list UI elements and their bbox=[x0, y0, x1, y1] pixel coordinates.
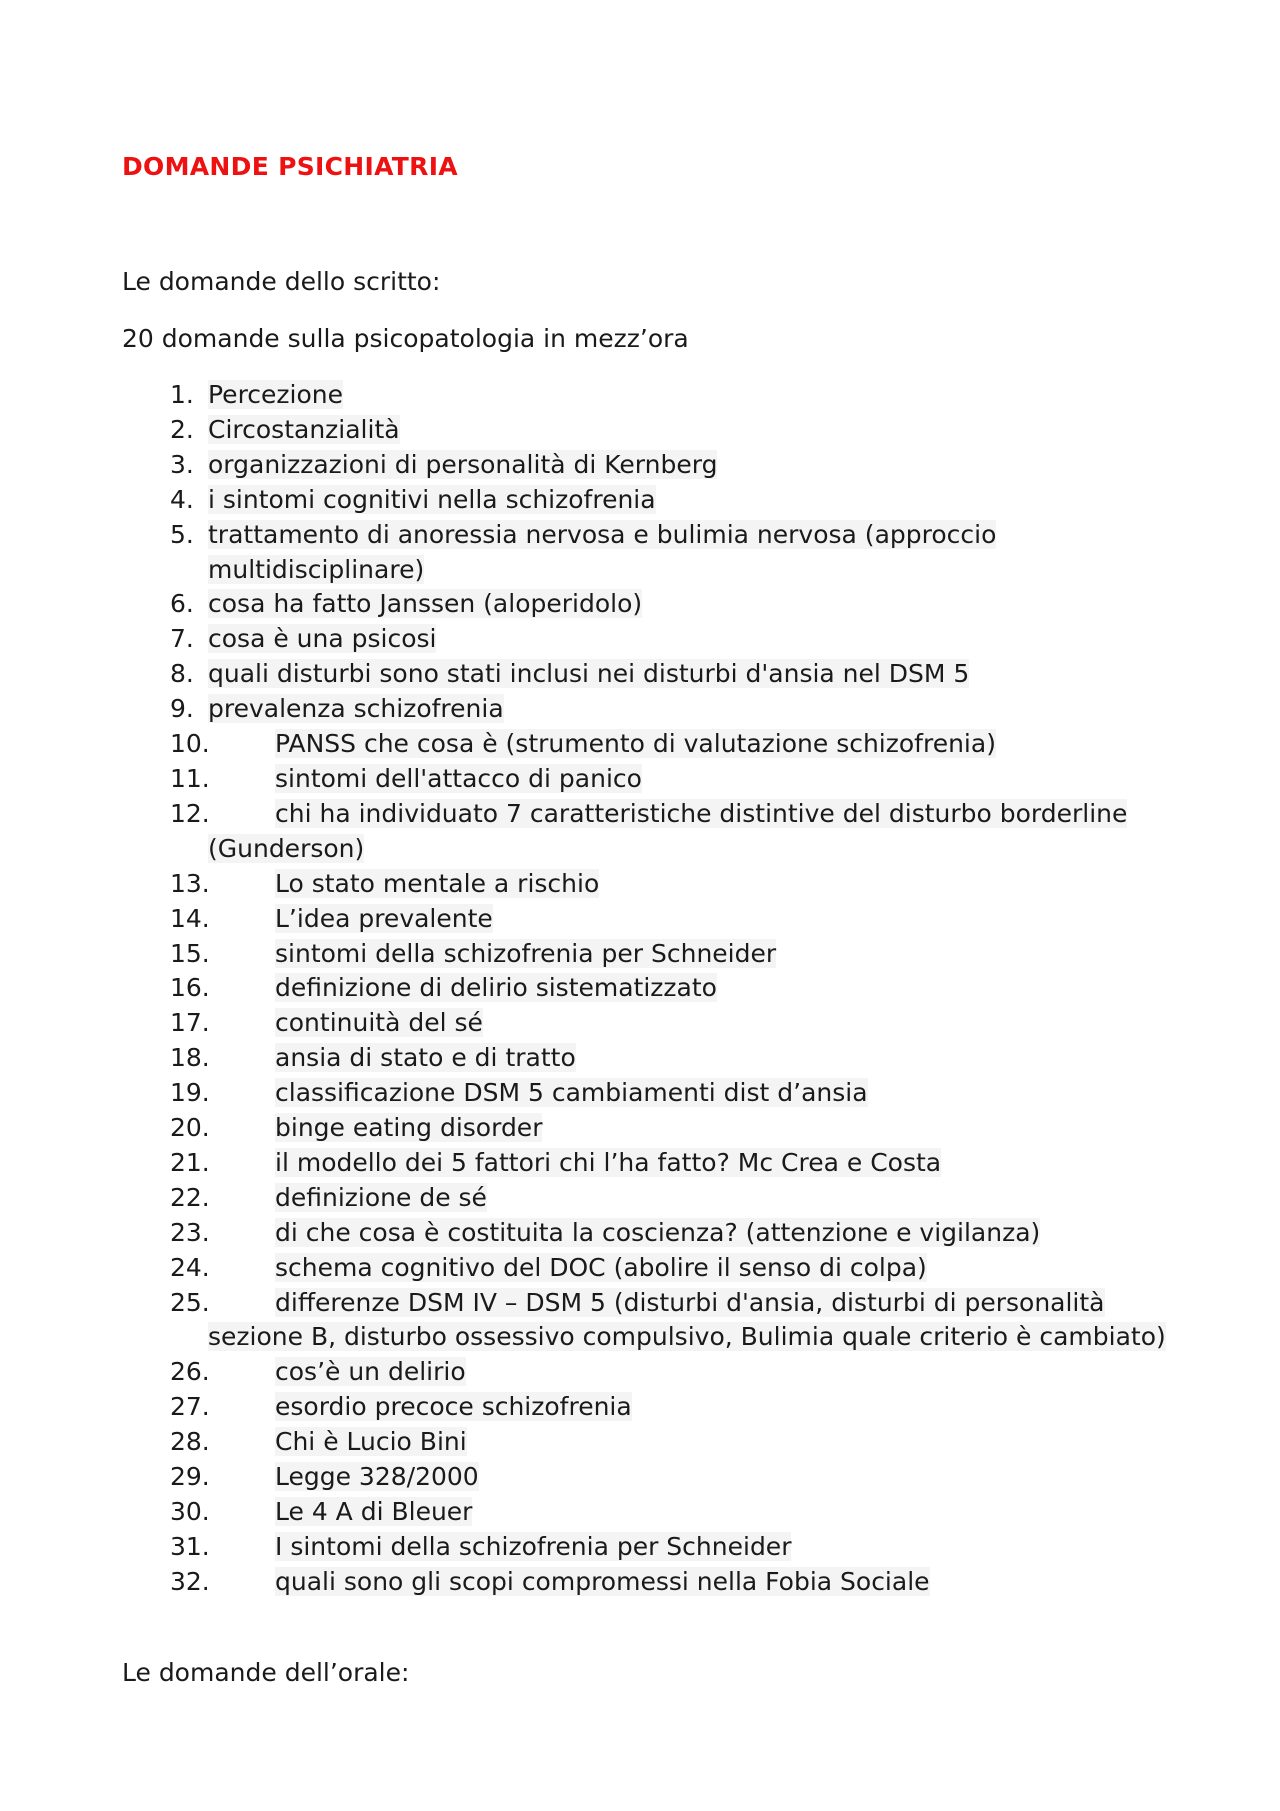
question-number: 21. bbox=[170, 1147, 210, 1177]
oral-exam-heading: Le domande dell’orale: bbox=[122, 1658, 410, 1687]
question-number: 23. bbox=[170, 1217, 210, 1247]
question-number: 15. bbox=[170, 938, 210, 968]
question-item bbox=[0, 971, 1280, 1006]
question-number: 10. bbox=[170, 729, 210, 759]
question-number: 4. bbox=[170, 484, 194, 514]
question-item bbox=[0, 587, 1280, 622]
question-text: Lo stato mentale a rischio bbox=[275, 868, 600, 898]
question-item bbox=[0, 1460, 1280, 1495]
question-number: 25. bbox=[170, 1287, 210, 1317]
question-text: organizzazioni di personalità di Kernberg bbox=[208, 449, 718, 479]
question-number: 29. bbox=[170, 1462, 210, 1492]
question-text: trattamento di anoressia nervosa e bulimia nervosa (approccio multidisciplinare) bbox=[208, 519, 997, 584]
question-text: schema cognitivo del DOC (abolire il senso di colpa) bbox=[275, 1252, 927, 1282]
question-text: il modello dei 5 fattori chi l’ha fatto? Mc Crea e Costa bbox=[275, 1147, 942, 1177]
question-item bbox=[0, 937, 1280, 972]
written-exam-format: 20 domande sulla psicopatologia in mezz’ora bbox=[122, 324, 689, 353]
question-item bbox=[0, 448, 1280, 483]
question-item bbox=[0, 1286, 1280, 1356]
question-item bbox=[0, 483, 1280, 518]
question-text: cos’è un delirio bbox=[275, 1357, 466, 1387]
question-text: Percezione bbox=[208, 380, 344, 409]
question-number: 28. bbox=[170, 1427, 210, 1457]
question-number: 19. bbox=[170, 1078, 210, 1108]
question-item bbox=[0, 1076, 1280, 1111]
question-text: continuità del sé bbox=[275, 1008, 483, 1038]
question-text: cosa ha fatto Janssen (aloperidolo) bbox=[208, 589, 643, 619]
question-text: classificazione DSM 5 cambiamenti dist d’ansia bbox=[275, 1078, 868, 1108]
question-item bbox=[0, 692, 1280, 727]
question-text: sintomi della schizofrenia per Schneider bbox=[275, 938, 777, 968]
question-text: quali sono gli scopi compromessi nella Fobia Sociale bbox=[275, 1566, 930, 1596]
question-item bbox=[0, 378, 1280, 413]
question-number: 7. bbox=[170, 624, 194, 654]
question-text: differenze DSM IV – DSM 5 (disturbi d'ansia, disturbi di personalità sezione B, disturbo ossessivo compulsivo, Bulimia quale criterio è cambiato) bbox=[208, 1287, 1166, 1352]
question-text: quali disturbi sono stati inclusi nei disturbi d'ansia nel DSM 5 bbox=[208, 659, 970, 689]
question-item bbox=[0, 657, 1280, 692]
question-item bbox=[0, 727, 1280, 762]
question-text: Le 4 A di Bleuer bbox=[275, 1497, 473, 1526]
question-text: Legge 328/2000 bbox=[275, 1462, 479, 1492]
question-text: ansia di stato e di tratto bbox=[275, 1043, 576, 1073]
question-number: 26. bbox=[170, 1357, 210, 1387]
question-number: 12. bbox=[170, 798, 210, 828]
question-number: 27. bbox=[170, 1392, 210, 1422]
question-item bbox=[0, 518, 1280, 588]
question-item bbox=[0, 902, 1280, 937]
question-number: 16. bbox=[170, 973, 210, 1003]
question-text: I sintomi della schizofrenia per Schneider bbox=[275, 1531, 792, 1561]
question-item bbox=[0, 622, 1280, 657]
written-exam-heading: Le domande dello scritto: bbox=[122, 267, 441, 296]
question-item bbox=[0, 1565, 1280, 1600]
question-number: 24. bbox=[170, 1252, 210, 1282]
question-item bbox=[0, 1495, 1280, 1530]
question-text: sintomi dell'attacco di panico bbox=[275, 763, 642, 793]
question-item bbox=[0, 1041, 1280, 1076]
question-number: 6. bbox=[170, 589, 194, 619]
question-number: 2. bbox=[170, 414, 194, 444]
question-text: definizione di delirio sistematizzato bbox=[275, 973, 717, 1003]
question-number: 8. bbox=[170, 659, 194, 689]
question-text: PANSS che cosa è (strumento di valutazione schizofrenia) bbox=[275, 729, 996, 759]
question-number: 18. bbox=[170, 1043, 210, 1073]
question-number: 1. bbox=[170, 380, 194, 409]
question-item bbox=[0, 762, 1280, 797]
question-text: L’idea prevalente bbox=[275, 903, 493, 933]
question-number: 22. bbox=[170, 1182, 210, 1212]
question-text: Circostanzialità bbox=[208, 414, 400, 444]
question-number: 20. bbox=[170, 1113, 210, 1143]
question-item bbox=[0, 1111, 1280, 1146]
question-number: 30. bbox=[170, 1497, 210, 1526]
question-text: esordio precoce schizofrenia bbox=[275, 1392, 632, 1422]
question-item bbox=[0, 867, 1280, 902]
question-text: binge eating disorder bbox=[275, 1113, 543, 1143]
question-item bbox=[0, 1216, 1280, 1251]
question-item bbox=[0, 1006, 1280, 1041]
questions-list bbox=[0, 378, 1280, 1600]
question-text: cosa è una psicosi bbox=[208, 624, 437, 654]
question-item bbox=[0, 1251, 1280, 1286]
question-text: prevalenza schizofrenia bbox=[208, 694, 504, 724]
question-item bbox=[0, 1425, 1280, 1460]
question-number: 17. bbox=[170, 1008, 210, 1038]
question-number: 13. bbox=[170, 868, 210, 898]
question-number: 32. bbox=[170, 1566, 210, 1596]
question-item bbox=[0, 1390, 1280, 1425]
question-item bbox=[0, 797, 1280, 867]
question-text: Chi è Lucio Bini bbox=[275, 1427, 467, 1457]
question-number: 31. bbox=[170, 1531, 210, 1561]
question-item bbox=[0, 1146, 1280, 1181]
question-text: i sintomi cognitivi nella schizofrenia bbox=[208, 484, 656, 514]
question-item bbox=[0, 413, 1280, 448]
question-number: 9. bbox=[170, 694, 194, 724]
question-item bbox=[0, 1530, 1280, 1565]
question-text: di che cosa è costituita la coscienza? (attenzione e vigilanza) bbox=[275, 1217, 1041, 1247]
document-title: DOMANDE PSICHIATRIA bbox=[122, 152, 458, 181]
question-number: 14. bbox=[170, 903, 210, 933]
question-text: definizione de sé bbox=[275, 1182, 487, 1212]
question-number: 11. bbox=[170, 763, 210, 793]
question-number: 3. bbox=[170, 449, 194, 479]
question-number: 5. bbox=[170, 519, 194, 549]
question-text: chi ha individuato 7 caratteristiche distintive del disturbo borderline (Gunderson) bbox=[208, 798, 1128, 863]
question-item bbox=[0, 1181, 1280, 1216]
question-item bbox=[0, 1355, 1280, 1390]
